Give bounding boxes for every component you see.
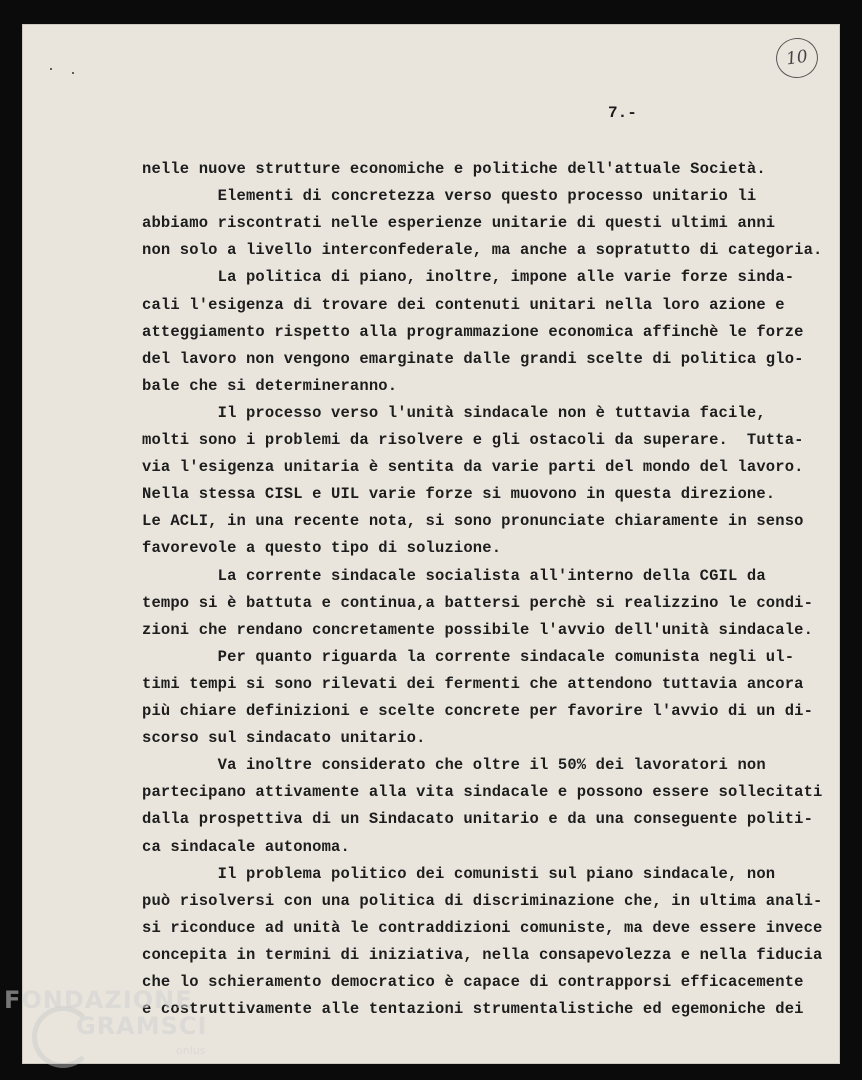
paper-speck (72, 72, 74, 74)
text-line: Il processo verso l'unità sindacale non è tuttavia facile, (142, 403, 766, 422)
document-page (22, 24, 840, 1064)
watermark-subtitle: onlus (176, 1044, 206, 1057)
text-line: Elementi di concretezza verso questo processo unitario li (142, 187, 757, 206)
text-line: ca sindacale autonoma. (142, 837, 350, 856)
text-line: favorevole a questo tipo di soluzione. (142, 539, 502, 558)
text-line: e costruttivamente alle tentazioni strumentalistiche ed egemoniche dei (142, 1000, 804, 1019)
text-line: dalla prospettiva di un Sindacato unitario e da una conseguente politi- (142, 810, 814, 829)
text-line: atteggiamento rispetto alla programmazione economica affinchè le forze (142, 322, 804, 341)
text-line: La politica di piano, inoltre, impone alle varie forze sinda- (142, 268, 795, 287)
watermark-line-1: FONDAZIONE (4, 986, 193, 1014)
text-line: abbiamo riscontrati nelle esperienze unitarie di questi ultimi anni (142, 214, 776, 233)
text-line: tempo si è battuta e continua,a battersi perchè si realizzino le condi- (142, 593, 814, 612)
text-line: La corrente sindacale socialista all'interno della CGIL da (142, 566, 766, 585)
text-line: timi tempi si sono rilevati dei fermenti che attendono tuttavia ancora (142, 674, 804, 693)
text-line: nelle nuove strutture economiche e politiche dell'attuale Società. (142, 160, 766, 178)
folio-number: 10 (784, 46, 810, 70)
text-line: via l'esigenza unitaria è sentita da varie parti del mondo del lavoro. (142, 458, 804, 477)
text-line: può risolversi con una politica di discriminazione che, in ultima anali- (142, 891, 823, 910)
text-line: partecipano attivamente alla vita sindacale e possono essere sollecitati (142, 783, 823, 802)
page-number: 7.- (608, 104, 637, 122)
text-line: che lo schieramento democratico è capace di contrapporsi efficacemente (142, 973, 804, 991)
paper-speck (50, 68, 52, 70)
text-line: Per quanto riguarda la corrente sindacale comunista negli ul- (142, 647, 795, 666)
text-line: si riconduce ad unità le contraddizioni comuniste, ma deve essere invece (142, 918, 823, 937)
watermark-line-2: GRAMSCI (76, 1012, 208, 1040)
text-line: zioni che rendano concretamente possibile l'avvio dell'unità sindacale. (142, 620, 814, 639)
text-line: scorso sul sindacato unitario. (142, 729, 426, 748)
text-line: Il problema politico dei comunisti sul piano sindacale, non (142, 864, 776, 883)
text-line: concepita in termini di iniziativa, nella consapevolezza e nella fiducia (142, 945, 823, 964)
text-line: Va inoltre considerato che oltre il 50% dei lavoratori non (142, 756, 766, 775)
text-line: bale che si determineranno. (142, 376, 398, 395)
watermark (4, 986, 264, 1076)
text-line: più chiare definizioni e scelte concrete per favorire l'avvio di un di- (142, 702, 814, 720)
text-line: Le ACLI, in una recente nota, si sono pronunciate chiaramente in senso (142, 512, 804, 531)
text-line: Nella stessa CISL e UIL varie forze si muovono in questa direzione. (142, 485, 776, 504)
text-line: del lavoro non vengono emarginate dalle grandi scelte di politica glo- (142, 349, 804, 368)
text-line: non solo a livello interconfederale, ma anche a sopratutto di categoria. (142, 241, 823, 260)
text-line: cali l'esigenza di trovare dei contenuti unitari nella loro azione e (142, 295, 785, 314)
folio-stamp (773, 35, 820, 80)
text-line: molti sono i problemi da risolvere e gli ostacoli da superare. Tutta- (142, 431, 804, 449)
